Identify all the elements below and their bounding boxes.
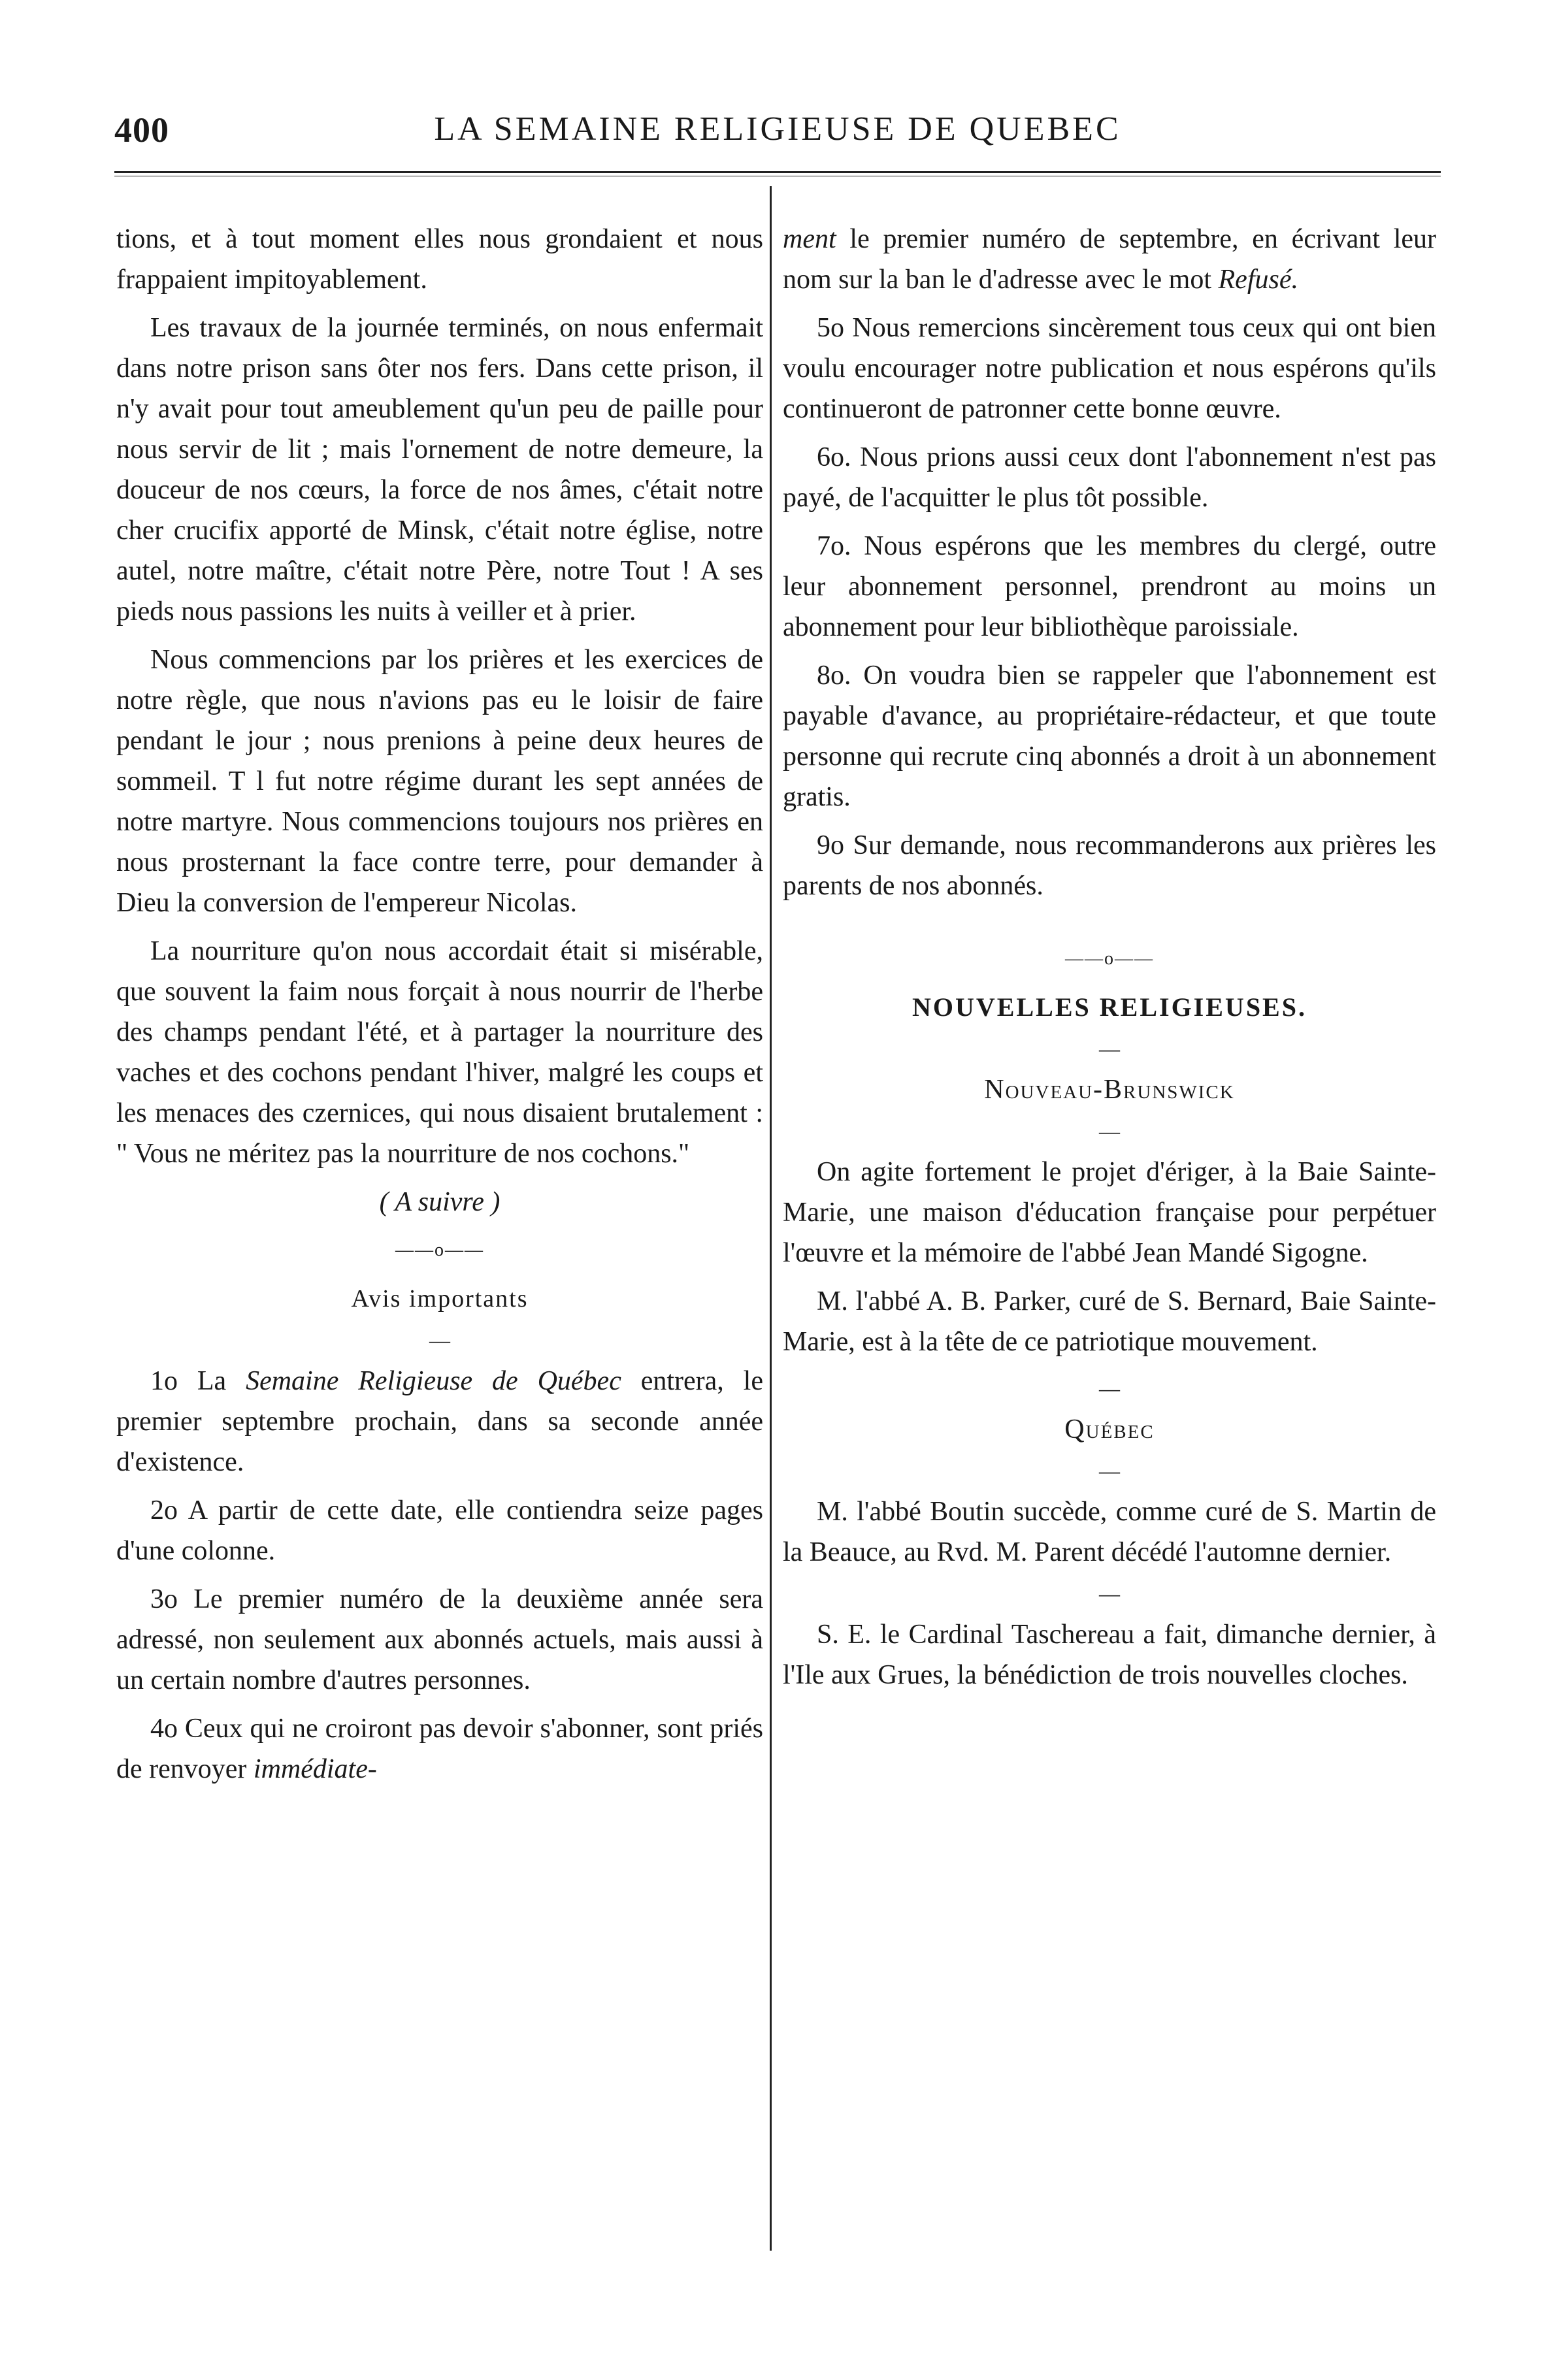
paragraph: On agite fortement le projet d'ériger, à la Baie Sainte-Marie, une maison d'éducation française pour perpétuer l'œuvre et la mémoire de l'abbé Jean Mandé Sigogne. xyxy=(783,1157,1436,1268)
column-divider xyxy=(770,186,772,2251)
dash-divider: — xyxy=(429,1328,450,1352)
notice-item-4: 4o Ceux qui ne croiront pas devoir s'abonner, sont priés de renvoyer immédiate- xyxy=(116,1714,763,1784)
notice-item-8: 8o. On voudra bien se rappeler que l'abonnement est payable d'avance, au propriétaire-rédacteur, et que toute personne qui recrute cinq abonnés a droit à un abonnement gratis. xyxy=(783,660,1436,812)
page-number: 400 xyxy=(114,110,169,150)
header-rule xyxy=(114,171,1441,176)
subheading-nouveau-brunswick: Nouveau-Brunswick xyxy=(984,1075,1235,1105)
running-title: LA SEMAINE RELIGIEUSE DE QUEBEC xyxy=(434,110,1121,148)
paragraph: M. l'abbé A. B. Parker, curé de S. Bernard, Baie Sainte-Marie, est à la tête de ce patriotique mouvement. xyxy=(783,1286,1436,1357)
notice-item-2: 2o A partir de cette date, elle contiendra seize pages d'une colonne. xyxy=(116,1495,763,1566)
notice-item-1: 1o La Semaine Religieuse de Québec entrera, le premier septembre prochain, dans sa seconde année d'existence. xyxy=(116,1366,763,1477)
subheading-quebec: Québec xyxy=(1064,1414,1155,1444)
paragraph: Les travaux de la journée terminés, on nous enfermait dans notre prison sans ôter nos fers. Dans cette prison, il n'y avait pour tout ameublement qu'un peu de paille pour nous servir de lit ; mais l'ornement de notre demeure, la douceur de nos cœurs, la force de nos âmes, c'était notre cher crucifix apporté de Minsk, c'était notre église, notre autel, notre maître, c'était notre Père, notre Tout ! A ses pieds nous passions les nuits à veiller et à prier. xyxy=(116,313,763,627)
ornament-divider: ——o—— xyxy=(395,1240,484,1260)
paragraph: tions, et à tout moment elles nous grondaient et nous frappaient impitoyablement. xyxy=(116,224,763,295)
notice-item-9: 9o Sur demande, nous recommanderons aux prières les parents de nos abonnés. xyxy=(783,830,1436,901)
notice-item-4-continued: ment le premier numéro de septembre, en écrivant leur nom sur la ban le d'adresse avec le mot Refusé. xyxy=(783,224,1436,295)
right-column xyxy=(783,219,1436,1703)
notice-item-5: 5o Nous remercions sincèrement tous ceux qui ont bien voulu encourager notre publication et nous espérons qu'ils continueront de patronner cette bonne œuvre. xyxy=(783,313,1436,424)
paragraph: Nous commencions par los prières et les exercices de notre règle, que nous n'avions pas eu le loisir de faire pendant le jour ; nous prenions à peine deux heures de sommeil. T l fut notre régime durant les sept années de notre martyre. Nous commencions toujours nos prières en nous prosternant la face contre terre, pour demander à Dieu la conversion de l'empereur Nicolas. xyxy=(116,645,763,918)
paragraph: M. l'abbé Boutin succède, comme curé de S. Martin de la Beauce, au Rvd. M. Parent décédé l'automne dernier. xyxy=(783,1497,1436,1567)
left-column xyxy=(116,219,763,1797)
dash-divider: — xyxy=(1099,1582,1120,1605)
page-header xyxy=(114,98,1441,157)
to-be-continued: ( A suivre ) xyxy=(379,1187,501,1217)
section-heading-nouvelles: NOUVELLES RELIGIEUSES. xyxy=(912,992,1307,1022)
paragraph: S. E. le Cardinal Taschereau a fait, dimanche dernier, à l'Ile aux Grues, la bénédiction de trois nouvelles cloches. xyxy=(783,1620,1436,1690)
dash-divider: — xyxy=(1099,1037,1120,1060)
ornament-divider: ——o—— xyxy=(1065,949,1154,969)
notice-item-3: 3o Le premier numéro de la deuxième année sera adressé, non seulement aux abonnés actuels, mais aussi à un certain nombre d'autres personnes. xyxy=(116,1584,763,1695)
notice-item-7: 7o. Nous espérons que les membres du clergé, outre leur abonnement personnel, prendront au moins un abonnement pour leur bibliothèque paroissiale. xyxy=(783,531,1436,642)
paragraph: La nourriture qu'on nous accordait était si misérable, que souvent la faim nous forçait à nous nourrir de l'herbe des champs pendant l'été, et à partager la nourriture des vaches et des cochons pendant l'hiver, malgré les coups et les menaces des czernices, qui nous disaient brutalement : " Vous ne méritez pas la nourriture de nos cochons." xyxy=(116,936,763,1169)
dash-divider: — xyxy=(1099,1377,1120,1400)
dash-divider: — xyxy=(1099,1459,1120,1482)
notice-item-6: 6o. Nous prions aussi ceux dont l'abonnement n'est pas payé, de l'acquitter le plus tôt possible. xyxy=(783,442,1436,513)
dash-divider: — xyxy=(1099,1119,1120,1143)
section-heading-avis: Avis importants xyxy=(351,1285,529,1312)
